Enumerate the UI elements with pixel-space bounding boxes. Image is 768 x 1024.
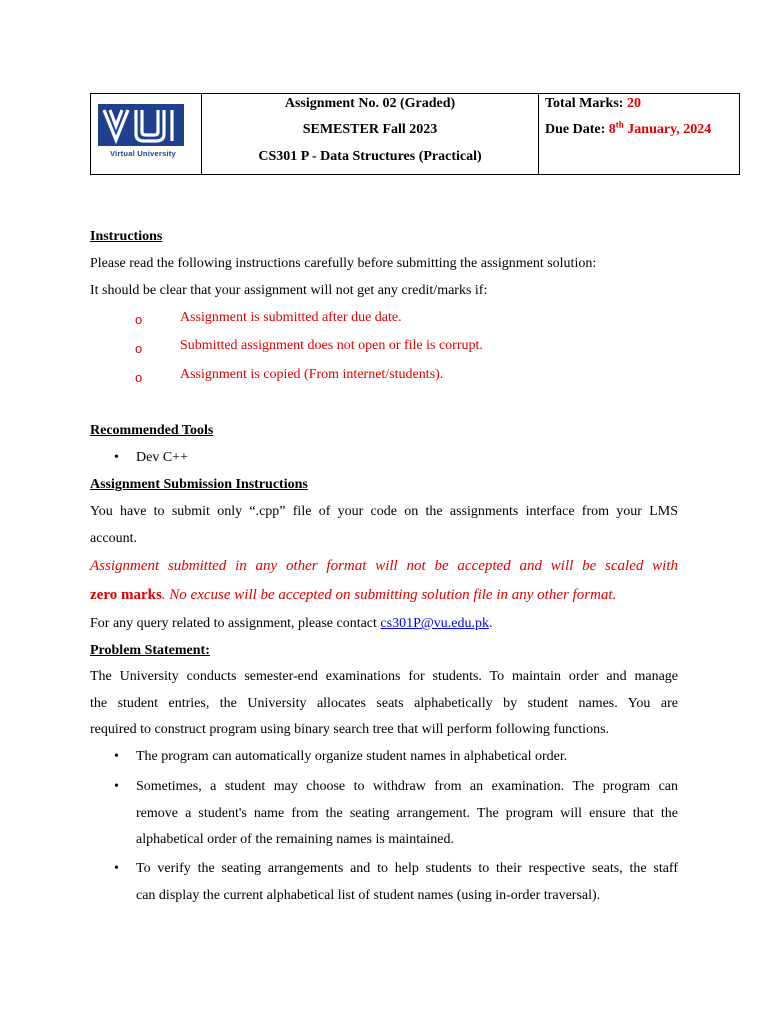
instructions-heading: Instructions <box>90 229 163 244</box>
contact-email-link[interactable]: cs301P@vu.edu.pk <box>380 616 489 631</box>
instructions-line-2: It should be clear that your assignment will not get any credit/marks if: <box>90 283 488 298</box>
tools-heading: Recommended Tools <box>90 423 214 438</box>
due-date <box>545 119 712 138</box>
assignment-title: Assignment No. 02 (Graded) <box>284 96 456 111</box>
circle-bullet-icon: o <box>135 341 143 356</box>
marks-cell <box>539 94 739 174</box>
instruction-item: Submitted assignment does not open or file is corrupt. <box>180 338 483 353</box>
bullet-dot-icon: • <box>114 749 119 764</box>
semester-label: SEMESTER Fall 2023 <box>302 122 438 137</box>
problem-heading: Problem Statement: <box>90 643 210 658</box>
contact-suffix: . <box>488 616 493 631</box>
title-cell <box>202 94 539 174</box>
due-date-value <box>608 119 712 137</box>
header-table <box>90 93 740 175</box>
bullet-dot-icon: • <box>114 450 119 465</box>
problem-bullet-line: can display the current alphabetical list of student names (using in-order traversal). <box>136 888 601 903</box>
problem-bullet-line: remove a student's name from the seating arrangement. The program will ensure that the <box>136 806 678 821</box>
total-marks <box>545 96 641 112</box>
contact-line <box>90 616 492 632</box>
problem-para-line: The University conducts semester-end examinations for students. To maintain order and manage <box>90 669 678 684</box>
logo-text: Virtual University <box>110 149 176 158</box>
vu-logo-icon <box>98 104 184 146</box>
logo-cell <box>91 94 202 174</box>
instruction-item: Assignment is copied (From internet/students). <box>180 367 444 382</box>
due-day-suffix: th <box>615 119 624 130</box>
circle-bullet-icon: o <box>135 370 143 385</box>
bullet-dot-icon: • <box>114 861 119 876</box>
total-marks-label: Total Marks: <box>545 96 627 111</box>
zero-marks: zero marks <box>90 587 162 603</box>
tool-item: Dev C++ <box>136 450 188 465</box>
vu-logo <box>96 99 184 162</box>
due-month-year: January, 2024 <box>623 122 712 137</box>
problem-para-line: the student entries, the University allocates seats alphabetically by student names. You are <box>90 696 678 711</box>
circle-bullet-icon: o <box>135 312 143 327</box>
due-day: 8 <box>608 122 616 137</box>
submission-line-1: You have to submit only “.cpp” file of your code on the assignments interface from your LMS <box>90 504 678 519</box>
problem-bullet-line: Sometimes, a student may choose to withdraw from an examination. The program can <box>136 779 678 794</box>
problem-para-line: required to construct program using binary search tree that will perform following functions. <box>90 722 610 737</box>
due-date-label: Due Date: <box>545 122 609 137</box>
instructions-line-1: Please read the following instructions carefully before submitting the assignment solution: <box>90 256 597 271</box>
bullet-dot-icon: • <box>114 779 119 794</box>
problem-bullet-line: The program can automatically organize student names in alphabetical order. <box>136 749 568 764</box>
problem-bullet-line: To verify the seating arrangements and to help students to their respective seats, the staff <box>136 861 678 876</box>
contact-prefix: For any query related to assignment, please contact <box>90 616 381 631</box>
format-warning-line-2 <box>90 587 616 604</box>
total-marks-value: 20 <box>626 96 641 111</box>
submission-heading: Assignment Submission Instructions <box>90 477 308 492</box>
problem-bullet-line: alphabetical order of the remaining names is maintained. <box>136 832 454 847</box>
course-label: CS301 P - Data Structures (Practical) <box>258 149 482 164</box>
format-warning-rest: . No excuse will be accepted on submitting solution file in any other format. <box>161 587 617 603</box>
format-warning-line-1: Assignment submitted in any other format will not be accepted and will be scaled with <box>90 558 678 574</box>
submission-line-2: account. <box>90 531 138 546</box>
instruction-item: Assignment is submitted after due date. <box>180 310 402 325</box>
